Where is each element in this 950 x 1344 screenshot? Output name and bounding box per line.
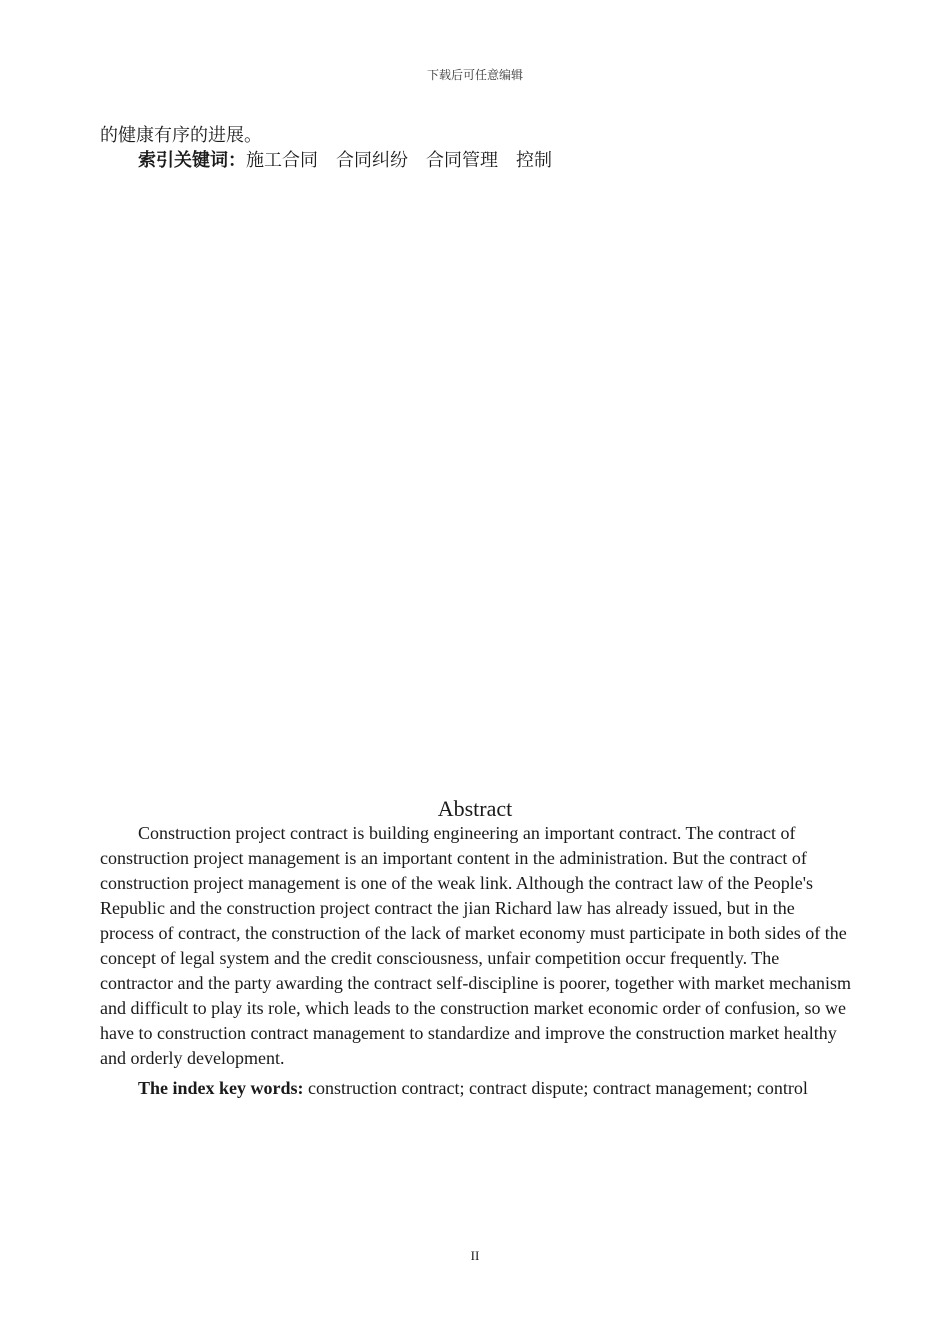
chinese-keyword: 合同管理 xyxy=(426,150,498,171)
chinese-keyword: 控制 xyxy=(516,150,552,171)
chinese-keyword: 施工合同 xyxy=(246,150,318,171)
page-header: 下载后可任意编辑 xyxy=(426,68,523,82)
english-keywords-line xyxy=(100,1070,852,1107)
chinese-continued-text: 的健康有序的进展。 xyxy=(100,125,262,146)
chinese-keywords-line xyxy=(138,149,570,173)
english-keywords-text: construction contract; contract dispute; contract management; control xyxy=(308,1078,808,1098)
chinese-keywords-label: 索引关键词： xyxy=(138,150,246,171)
chinese-keyword: 合同纠纷 xyxy=(336,150,408,171)
english-keywords-label: The index key words: xyxy=(138,1078,304,1098)
page-number: II xyxy=(470,1248,480,1263)
abstract-title: Abstract xyxy=(437,796,513,821)
abstract-body: Construction project contract is building engineering an important contract. The contract of construction project management is an important content in the administration. But the contract of construction project management is one of the weak link. Although the contract law of the People's Republic and the construction project contract the jian Richard law has already issued, but in the process of contract, the construction of the lack of market economy must participate in both sides of the concept of legal system and the credit consciousness, unfair competition occur frequently. The contractor and the party awarding the contract self-discipline is poorer, together with market mechanism and difficult to play its role, which leads to the construction market economic order of confusion, so we have to construction contract management to standardize and improve the construction market healthy and orderly development. xyxy=(100,823,852,1068)
